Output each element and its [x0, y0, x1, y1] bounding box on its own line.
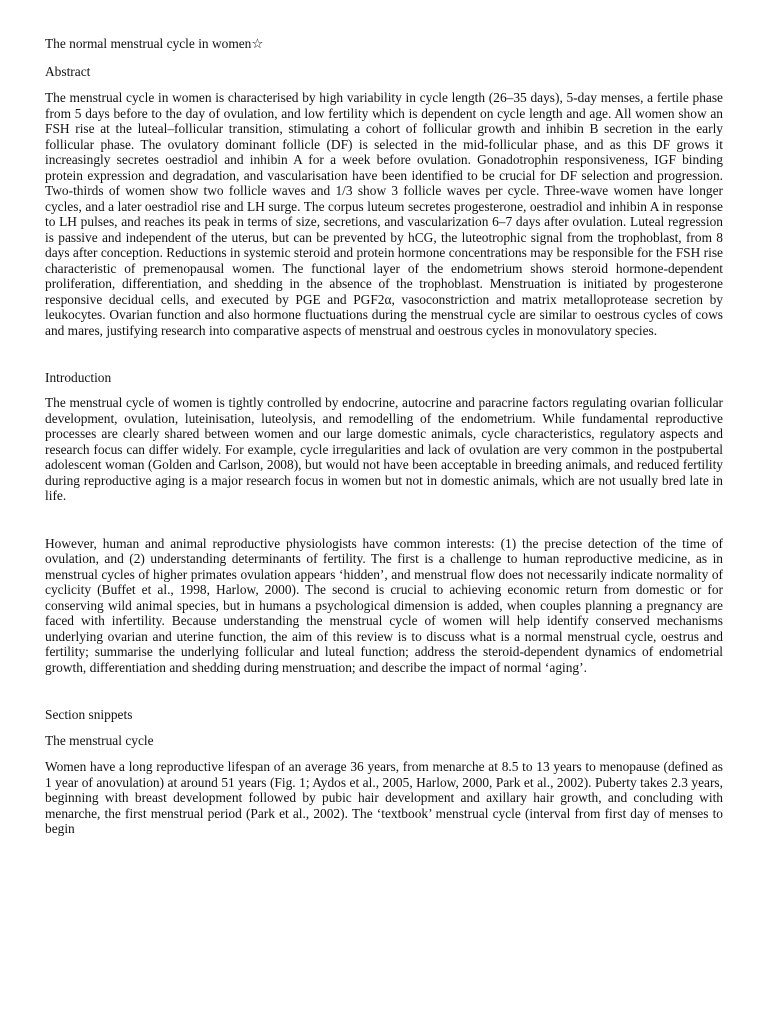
introduction-paragraph-2: However, human and animal reproductive physiologists have common interests: (1) the precise detection of the time of ovulation, and (2) understanding determinants of fertility. The first is a challenge to human reproductive medicine, as in menstrual cycles of higher primates ovulation appears ‘hidden’, and menstrual flow does not necessarily indicate normality of cyclicity (Buffet et al., 1998, Harlow, 2000). The second is crucial to achieving economic return from domestic or for conserving wild animal species, but in humans a psychological dimension is added, when couples planning a pregnancy are faced with infertility. Because understanding the menstrual cycle of women will help identify conserved mechanisms underlying ovarian and uterine function, the aim of this review is to discuss what is a normal menstrual cycle, oestrus and fertility; summarise the underlying follicular and luteal function; address the steroid-dependent dynamics of endometrial growth, differentiation and shedding during menstruation; and describe the impact of normal ‘aging’.	[45, 535, 723, 675]
introduction-paragraph-1: The menstrual cycle of women is tightly controlled by endocrine, autocrine and paracrine factors regulating ovarian follicular development, ovulation, luteinisation, luteolysis, and remodelling of the endometrium. While fundamental reproductive processes are clearly shared between women and our large domestic animals, cycle characteristics, regulatory aspects and research focus can differ widely. For example, cycle irregularities and lack of ovulation are very common in the postpubertal adolescent woman (Golden and Carlson, 2008), but would not have been acceptable in breeding animals, and reduced fertility during reproductive aging is a major research focus in women but not in domestic animals, which are not usually bred late in life.	[45, 395, 723, 503]
menstrual-cycle-heading: The menstrual cycle	[45, 733, 154, 748]
menstrual-cycle-paragraph: Women have a long reproductive lifespan of an average 36 years, from menarche at 8.5 to 13 years to menopause (defined as 1 year of anovulation) at around 51 years (Fig. 1; Aydos et al., 2005, Harlow, 2000, Park et al., 2002). Puberty takes 2.3 years, beginning with breast development followed by pubic hair development and axillary hair growth, and concluding with menarche, the first menstrual period (Park et al., 2002). The ‘textbook’ menstrual cycle (interval from first day of menses to begin	[45, 759, 723, 836]
paper-title: The normal menstrual cycle in women☆	[45, 36, 264, 51]
abstract-paragraph: The menstrual cycle in women is characterised by high variability in cycle length (26–35 days), 5-day menses, a fertile phase from 5 days before to the day of ovulation, and low fertility which is dependent on cycle length and age. All women show an FSH rise at the luteal–follicular transition, stimulating a cohort of follicular growth and inhibin B secretion in the early follicular phase. The ovulatory dominant follicle (DF) is selected in the mid-follicular phase, and as this DF grows it increasingly secretes oestradiol and inhibin A for a week before ovulation. Gonadotrophin responsiveness, IGF binding protein expression and degradation, and vascularisation have been identified to be crucial for DF selection and progression. Two-thirds of women show two follicle waves and 1/3 show 3 follicle waves per cycle. Three-wave women have longer cycles, and a later oestradiol rise and LH surge. The corpus luteum secretes progesterone, oestradiol and inhibin A in response to LH pulses, and reaches its peak in terms of size, secretions, and vascularization 6–7 days after ovulation. Luteal regression is passive and independent of the uterus, but can be prevented by hCG, the luteotrophic signal from the trophoblast, from 8 days after conception. Reductions in systemic steroid and protein hormone concentrations may be responsible for the FSH rise characteristic of premenopausal women. The functional layer of the endometrium shows steroid hormone-dependent proliferation, differentiation, and shedding in the absence of the trophoblast. Menstruation is initiated by progesterone responsive decidual cells, and executed by PGE and PGF2α, vasoconstriction and matrix metalloprotease secretion by leukocytes. Ovarian function and also hormone fluctuations during the menstrual cycle are similar to oestrous cycles of cows and mares, justifying research into comparative aspects of menstrual and oestrous cycles in monovulatory species.	[45, 90, 723, 338]
section-snippets-heading: Section snippets	[45, 707, 133, 722]
introduction-heading: Introduction	[45, 370, 112, 385]
abstract-heading: Abstract	[45, 64, 91, 79]
